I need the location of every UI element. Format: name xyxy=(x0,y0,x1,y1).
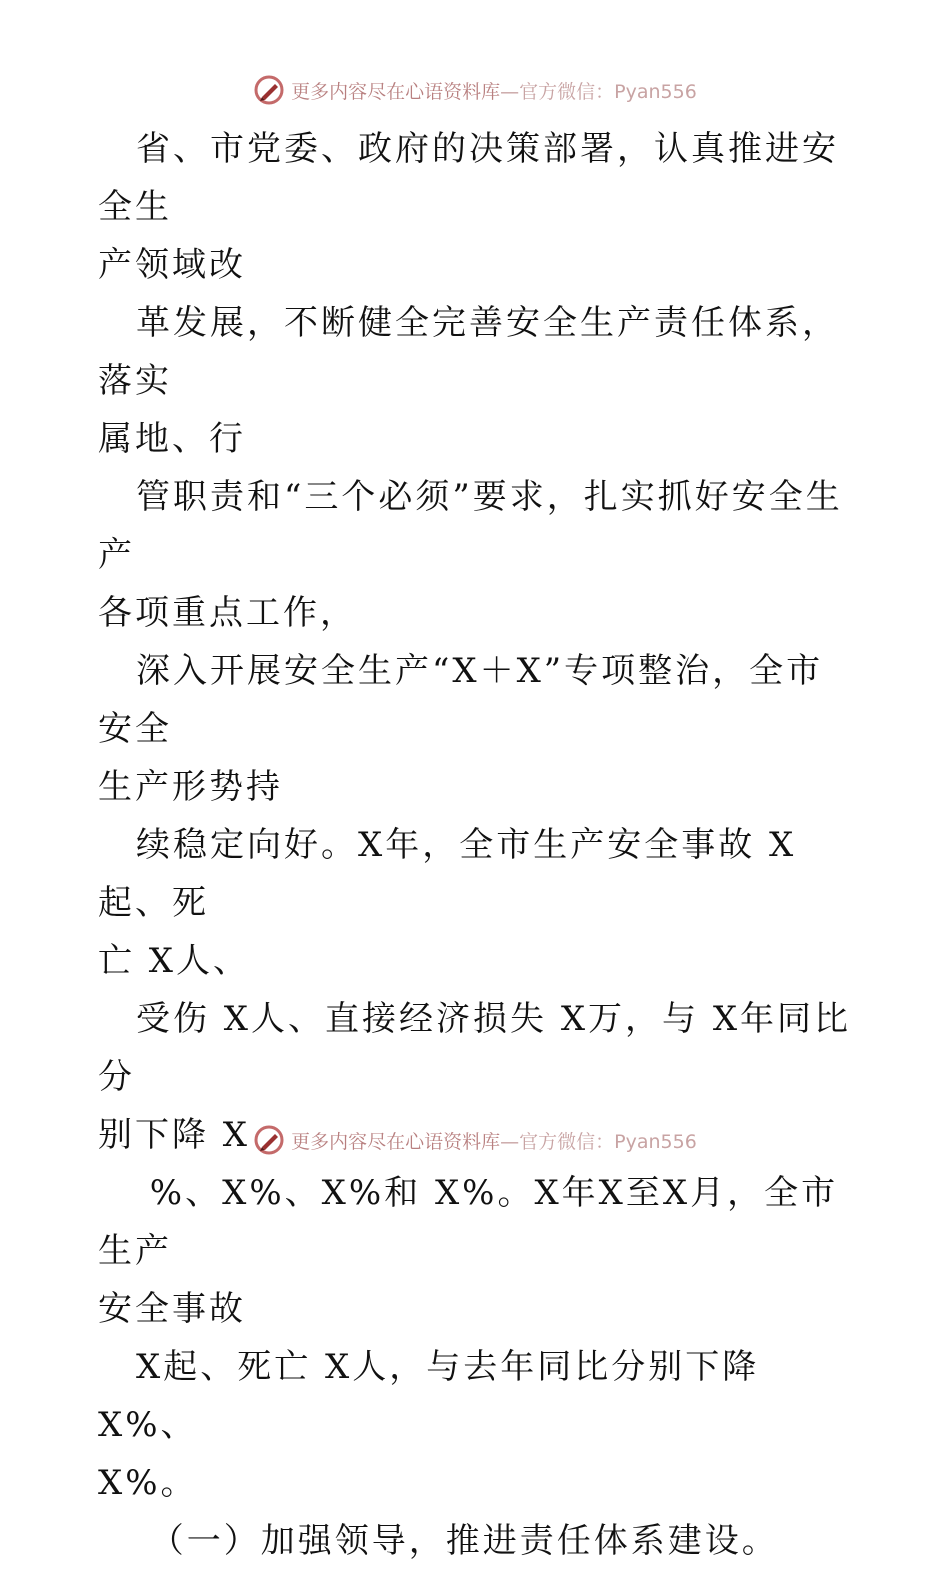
paragraph-line: %、X%、X%和 X%。X年X至X月，全市生产 xyxy=(98,1173,839,1271)
paragraph-line: 管职责和“三个必须”要求，扎实抓好安全生产 xyxy=(98,477,843,575)
watermark-dash: — xyxy=(500,80,520,103)
heading-text: （一）加强领导，推进责任体系建设。 xyxy=(136,1521,779,1561)
paragraph-line: 产领域改 xyxy=(98,245,246,285)
paragraph xyxy=(98,642,858,816)
paragraph-line: X起、死亡 X人，与去年同比分别下降 X%、 xyxy=(98,1347,774,1445)
paragraph xyxy=(98,1338,858,1512)
watermark-dash: — xyxy=(500,1130,520,1153)
pen-logo-icon xyxy=(253,1124,285,1156)
paragraph-line: X%。 xyxy=(98,1463,198,1503)
watermark-suffix: 官方微信：Pyan556 xyxy=(519,80,697,103)
paragraph-line: 各项重点工作， xyxy=(98,593,357,633)
paragraph-line: 受伤 X人、直接经济损失 X万，与 X年同比分 xyxy=(98,999,852,1097)
pen-logo-icon xyxy=(253,74,285,106)
paragraph-line: 生产形势持 xyxy=(98,767,283,807)
watermark-suffix: 官方微信：Pyan556 xyxy=(519,1130,697,1153)
watermark-header xyxy=(0,70,950,110)
watermark-text xyxy=(291,77,697,104)
watermark-footer xyxy=(0,1120,950,1160)
paragraph-line: 续稳定向好。X年，全市生产安全事故 X起、死 xyxy=(98,825,797,923)
watermark-brand: 更多内容尽在心语资料库 xyxy=(291,80,501,103)
section-heading xyxy=(98,1512,858,1570)
paragraph xyxy=(98,120,858,294)
paragraph xyxy=(98,468,858,642)
paragraph-line: 亡 X人、 xyxy=(98,941,251,981)
paragraph-line: 省、市党委、政府的决策部署，认真推进安全生 xyxy=(98,129,839,227)
paragraph-line: 属地、行 xyxy=(98,419,246,459)
paragraph xyxy=(98,294,858,468)
paragraph-line: 安全事故 xyxy=(98,1289,246,1329)
document-body xyxy=(98,120,858,1570)
paragraph-line: 深入开展安全生产“X＋X”专项整治，全市安全 xyxy=(98,651,824,749)
watermark-text xyxy=(291,1127,697,1154)
paragraph xyxy=(98,1164,858,1338)
watermark-brand: 更多内容尽在心语资料库 xyxy=(291,1130,501,1153)
paragraph xyxy=(98,816,858,990)
paragraph-line: 别下降 X xyxy=(98,1115,251,1155)
paragraph-line: 革发展，不断健全完善安全生产责任体系，落实 xyxy=(98,303,839,401)
